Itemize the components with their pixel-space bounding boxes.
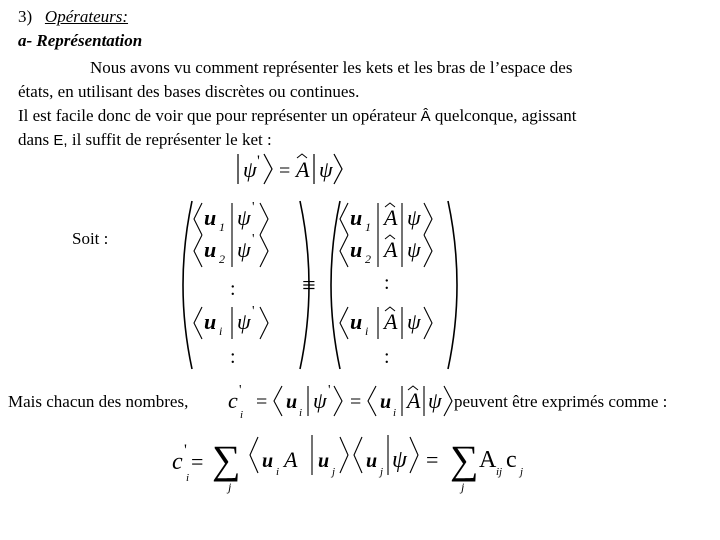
svg-text:u: u [286, 391, 298, 413]
svg-text:i: i [276, 466, 280, 478]
svg-text:2: 2 [219, 252, 225, 266]
subsection-title: a- Représentation [18, 31, 143, 50]
paragraph-line-4-start: dans [18, 130, 50, 149]
svg-text:2: 2 [365, 252, 371, 266]
svg-text:ψ: ψ [237, 237, 251, 262]
svg-text:j: j [228, 480, 232, 494]
svg-text:i: i [240, 409, 244, 421]
svg-text:u: u [380, 391, 392, 413]
mais-text-end: peuvent être exprimés comme : [454, 392, 668, 411]
svg-text:': ' [328, 383, 331, 398]
svg-text:i: i [393, 407, 397, 419]
svg-text:i: i [365, 324, 369, 338]
svg-text:c: c [172, 449, 183, 475]
psi-symbol: ψ [319, 157, 333, 182]
svg-text::: : [384, 272, 390, 294]
paragraph-line-3-end: quelconque, agissant [434, 106, 577, 125]
left-vector [194, 200, 268, 368]
svg-text:ψ: ψ [407, 237, 421, 262]
svg-text:ψ: ψ [237, 309, 251, 334]
svg-text:j: j [380, 466, 384, 478]
svg-text:i: i [299, 407, 303, 419]
svg-text:=: = [350, 391, 362, 413]
svg-text:A: A [407, 388, 421, 413]
svg-text:ψ: ψ [407, 309, 421, 334]
svg-text:A: A [479, 447, 497, 473]
svg-text:': ' [239, 383, 242, 398]
svg-text:u: u [350, 309, 363, 334]
sum-equation [170, 425, 535, 495]
svg-text:': ' [184, 442, 187, 459]
paragraph-line-3 [18, 105, 577, 128]
psi-symbol: ψ [243, 157, 257, 182]
section-number: 3) [18, 7, 33, 26]
operator-A: A [296, 157, 310, 182]
svg-text:j: j [520, 466, 524, 478]
coefficient-equation [226, 380, 454, 422]
svg-text:u: u [350, 205, 363, 230]
prime-symbol: ' [257, 153, 260, 170]
right-vector [340, 203, 432, 368]
soit-label: Soit : [72, 229, 109, 248]
svg-text:i: i [186, 472, 190, 484]
svg-text:c: c [228, 388, 238, 413]
operator-symbol: Â [420, 108, 431, 125]
svg-text:=: = [426, 447, 439, 472]
svg-text:ψ: ψ [237, 205, 251, 230]
sum-symbol: ∑ [212, 437, 241, 482]
svg-text::: : [230, 278, 236, 300]
column-vector-equation [172, 195, 467, 375]
svg-text:u: u [204, 205, 217, 230]
svg-text:c: c [506, 447, 517, 473]
paragraph-line-4-end: il suffit de représenter le ket : [71, 130, 272, 149]
svg-text:A: A [384, 237, 398, 262]
svg-text:u: u [350, 237, 363, 262]
svg-text:u: u [204, 237, 217, 262]
equivalence-sign: ≡ [302, 273, 316, 299]
paragraph-line-2: états, en utilisant des bases discrètes ou continues. [18, 82, 360, 101]
svg-text:i: i [219, 324, 223, 338]
svg-text:u: u [318, 450, 330, 472]
svg-text:u: u [262, 450, 274, 472]
svg-text:': ' [252, 200, 255, 215]
svg-text::: : [384, 346, 390, 368]
svg-text:A: A [284, 447, 298, 472]
svg-text:ψ: ψ [392, 447, 407, 473]
paragraph-line-3-start: Il est facile donc de voir que pour représenter un opérateur [18, 106, 417, 125]
sum-symbol-2: ∑ [450, 437, 479, 482]
svg-text:j: j [461, 480, 465, 494]
svg-text:u: u [204, 309, 217, 334]
svg-text::: : [230, 346, 236, 368]
svg-text:1: 1 [219, 220, 225, 234]
svg-text:ψ: ψ [407, 205, 421, 230]
paragraph-line-1: Nous avons vu comment représenter les kets et les bras de l’espace des [90, 58, 573, 77]
svg-text:=: = [191, 449, 204, 474]
svg-text:=: = [256, 391, 268, 413]
ket-equation [230, 150, 360, 190]
svg-text:A: A [384, 309, 398, 334]
equals-sign: = [279, 160, 291, 182]
mais-text-start: Mais chacun des nombres, [8, 392, 189, 411]
svg-text:j: j [332, 466, 336, 478]
svg-text:ij: ij [496, 466, 503, 478]
svg-text:ψ: ψ [428, 388, 442, 413]
svg-text:u: u [366, 450, 378, 472]
svg-text:A: A [384, 205, 398, 230]
svg-text:1: 1 [365, 220, 371, 234]
svg-text:ψ: ψ [313, 388, 327, 413]
section-heading [18, 6, 128, 28]
svg-text:': ' [252, 232, 255, 247]
space-symbol: E, [53, 132, 68, 149]
paragraph-line-4 [18, 129, 272, 152]
svg-text:': ' [252, 304, 255, 319]
section-title: Opérateurs: [44, 7, 129, 26]
